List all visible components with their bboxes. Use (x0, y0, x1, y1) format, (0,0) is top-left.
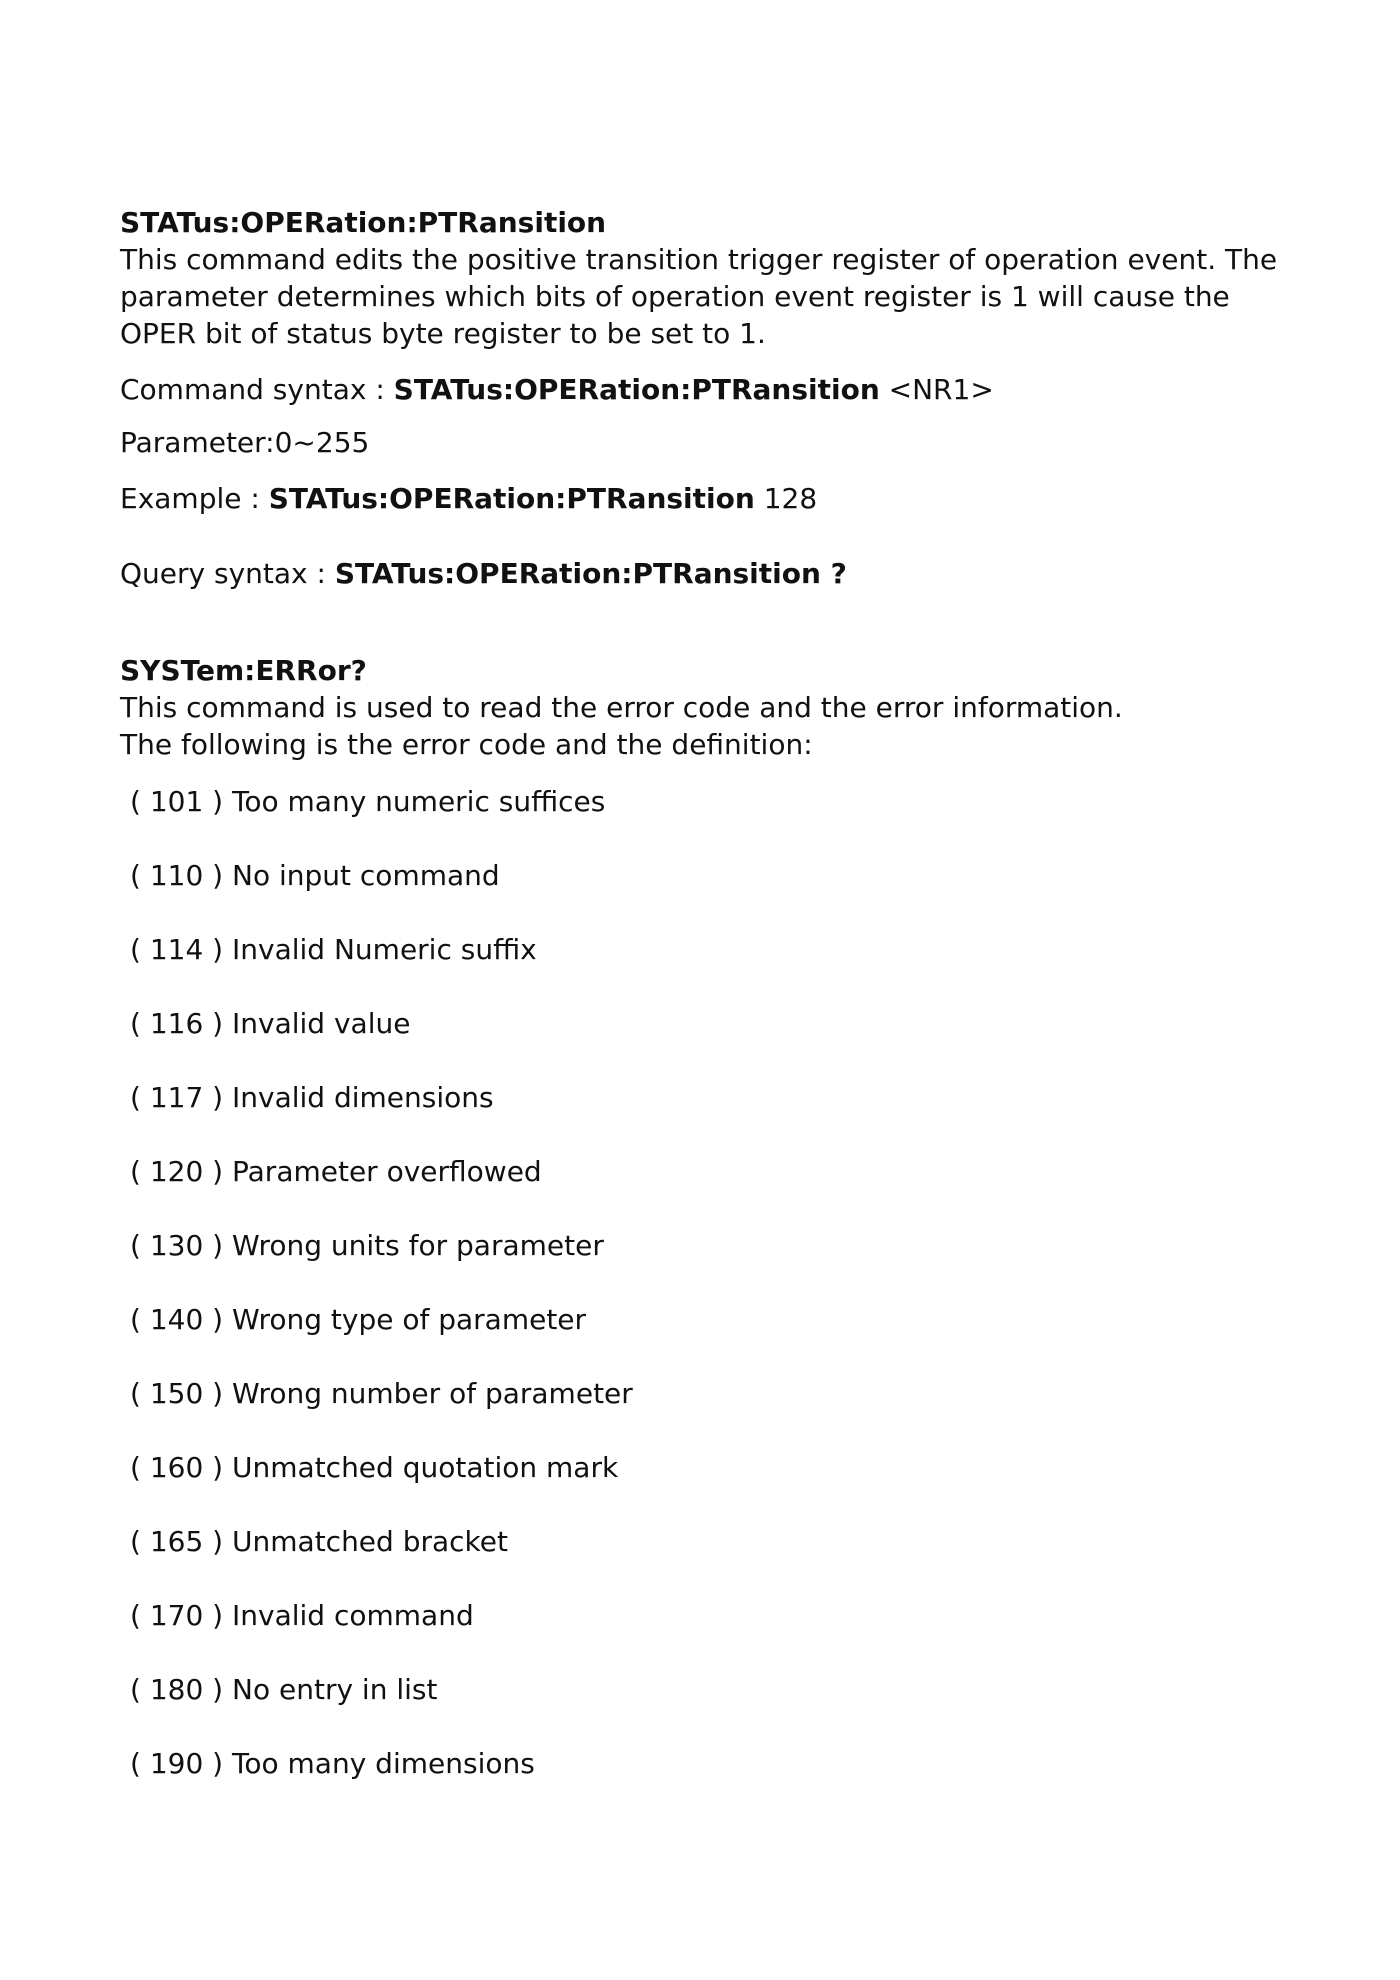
section-heading-ptransition: STATus:OPERation:PTRansition (120, 206, 607, 239)
error-description: Wrong number of parameter (232, 1377, 633, 1410)
close-paren: ) (203, 1377, 233, 1410)
open-paren: ( (130, 785, 150, 818)
error-code: 160 (149, 1451, 204, 1484)
open-paren: ( (130, 1525, 150, 1558)
error-code-item (120, 1079, 1300, 1116)
error-code: 114 (149, 933, 204, 966)
error-code-item (120, 1449, 1300, 1486)
error-description: Invalid Numeric suffix (232, 933, 537, 966)
open-paren: ( (130, 1303, 150, 1336)
error-code-list (120, 783, 1300, 1782)
error-description: Unmatched quotation mark (232, 1451, 619, 1484)
error-description: Too many dimensions (232, 1747, 535, 1780)
error-description: Too many numeric suffices (232, 785, 606, 818)
error-code-item (120, 1375, 1300, 1412)
example-command: STATus:OPERation:PTRansition (268, 482, 755, 515)
error-description: Unmatched bracket (232, 1525, 508, 1558)
close-paren: ) (203, 933, 233, 966)
example-line (120, 480, 1300, 517)
error-code: 101 (149, 785, 204, 818)
error-code-item (120, 783, 1300, 820)
error-code: 165 (149, 1525, 204, 1558)
query-syntax-label: Query syntax : (120, 557, 335, 590)
open-paren: ( (130, 1673, 150, 1706)
query-syntax-command: STATus:OPERation:PTRansition ? (334, 557, 847, 590)
error-code-item (120, 1153, 1300, 1190)
open-paren: ( (130, 1451, 150, 1484)
open-paren: ( (130, 1599, 150, 1632)
query-syntax-line (120, 555, 1300, 592)
open-paren: ( (130, 1229, 150, 1262)
close-paren: ) (203, 1599, 233, 1632)
ptransition-description: This command edits the positive transition trigger register of operation event. The parameter determines which bits of operation event register is 1 will cause the OPER bit of status byte register to be set to 1. (120, 243, 1278, 350)
error-code: 190 (149, 1747, 204, 1780)
open-paren: ( (130, 1081, 150, 1114)
command-syntax-command: STATus:OPERation:PTRansition (393, 373, 880, 406)
error-code: 117 (149, 1081, 204, 1114)
close-paren: ) (203, 1081, 233, 1114)
error-code: 120 (149, 1155, 204, 1188)
error-description: Wrong type of parameter (232, 1303, 587, 1336)
parameter-line: Parameter:0~255 (120, 426, 370, 459)
error-description: Invalid value (232, 1007, 411, 1040)
close-paren: ) (203, 1155, 233, 1188)
error-description: Parameter overflowed (232, 1155, 542, 1188)
open-paren: ( (130, 1377, 150, 1410)
error-description: No entry in list (232, 1673, 438, 1706)
command-syntax-arg: <NR1> (879, 373, 994, 406)
error-code: 140 (149, 1303, 204, 1336)
error-code: 116 (149, 1007, 204, 1040)
close-paren: ) (203, 785, 233, 818)
open-paren: ( (130, 1007, 150, 1040)
error-description: No input command (232, 859, 500, 892)
system-error-description-2: The following is the error code and the definition: (120, 728, 813, 761)
error-code-item (120, 1301, 1300, 1338)
open-paren: ( (130, 1155, 150, 1188)
document-page (120, 204, 1300, 1782)
command-syntax-line (120, 371, 1300, 408)
example-label: Example : (120, 482, 269, 515)
error-description: Invalid dimensions (232, 1081, 494, 1114)
error-code-item (120, 1671, 1300, 1708)
error-code: 110 (149, 859, 204, 892)
error-code: 180 (149, 1673, 204, 1706)
close-paren: ) (203, 1525, 233, 1558)
command-syntax-label: Command syntax : (120, 373, 394, 406)
system-error-description-1: This command is used to read the error code and the error information. (120, 691, 1123, 724)
error-code-item (120, 1597, 1300, 1634)
close-paren: ) (203, 859, 233, 892)
close-paren: ) (203, 1673, 233, 1706)
open-paren: ( (130, 933, 150, 966)
close-paren: ) (203, 1451, 233, 1484)
open-paren: ( (130, 859, 150, 892)
error-code-item (120, 931, 1300, 968)
example-arg: 128 (754, 482, 818, 515)
error-code-item (120, 857, 1300, 894)
error-code-item (120, 1745, 1300, 1782)
error-code-item (120, 1005, 1300, 1042)
error-code-item (120, 1227, 1300, 1264)
open-paren: ( (130, 1747, 150, 1780)
error-description: Wrong units for parameter (232, 1229, 604, 1262)
error-description: Invalid command (232, 1599, 474, 1632)
error-code-item (120, 1523, 1300, 1560)
close-paren: ) (203, 1747, 233, 1780)
close-paren: ) (203, 1303, 233, 1336)
error-code: 130 (149, 1229, 204, 1262)
section-heading-system-error: SYSTem:ERRor? (120, 654, 367, 687)
close-paren: ) (203, 1229, 233, 1262)
close-paren: ) (203, 1007, 233, 1040)
error-code: 150 (149, 1377, 204, 1410)
error-code: 170 (149, 1599, 204, 1632)
